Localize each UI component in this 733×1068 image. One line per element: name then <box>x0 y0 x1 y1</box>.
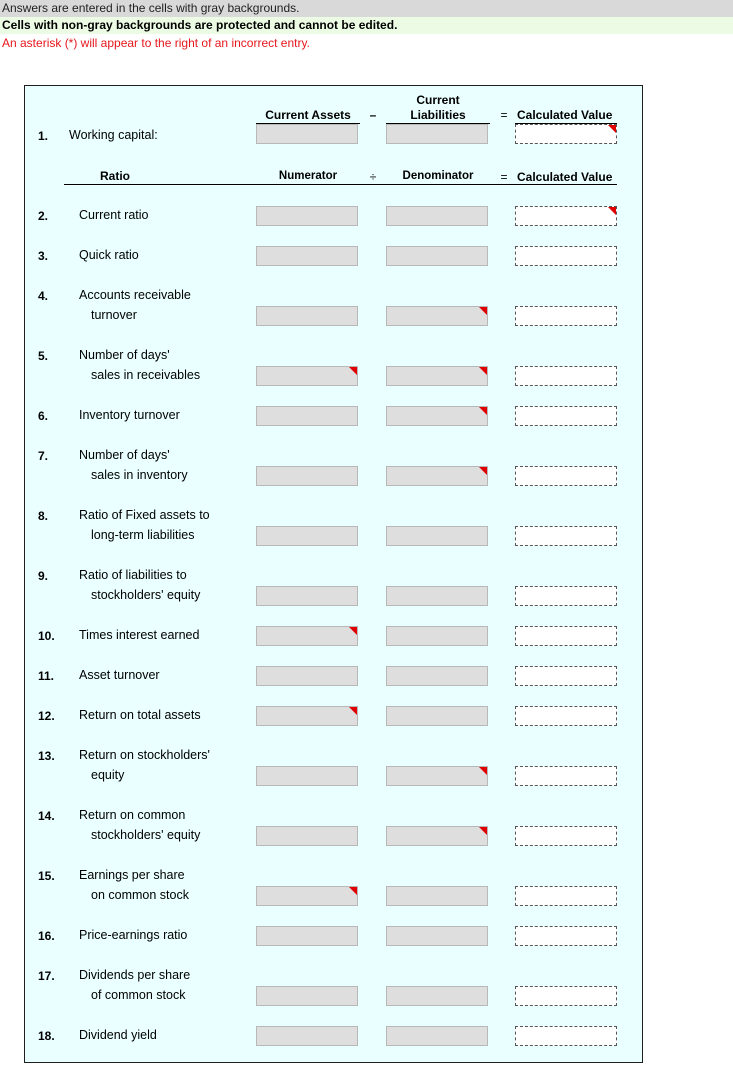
divide-sign: ÷ <box>369 170 377 184</box>
calculated-value-header: Calculated Value <box>517 170 613 184</box>
denominator-input[interactable] <box>386 886 488 906</box>
numerator-input[interactable] <box>256 466 358 486</box>
ratio-label-continued: equity <box>91 768 125 782</box>
ratio-label-continued: turnover <box>91 308 137 322</box>
ratio-label: Return on stockholders' <box>79 748 210 762</box>
ratio-label: Dividends per share <box>79 968 191 982</box>
ratio-label-continued: sales in receivables <box>91 368 201 382</box>
calculated-value <box>515 766 617 786</box>
ratio-label: Accounts receivable <box>79 288 191 302</box>
current-assets-header: Current Assets <box>265 108 351 122</box>
calculated-value-header: Calculated Value <box>517 108 613 122</box>
numerator-input[interactable] <box>256 406 358 426</box>
ratio-label-continued: stockholders' equity <box>91 588 201 602</box>
row-number: 13. <box>38 749 55 763</box>
row-number: 9. <box>38 569 49 583</box>
denominator-input[interactable] <box>386 206 488 226</box>
denominator-input[interactable] <box>386 246 488 266</box>
numerator-input[interactable] <box>256 306 358 326</box>
row-number: 18. <box>38 1029 55 1043</box>
ratio-label-continued: stockholders' equity <box>91 828 201 842</box>
denominator-input[interactable] <box>386 366 488 386</box>
current-liabilities-input[interactable] <box>386 124 488 144</box>
comment-flag-icon <box>349 367 357 375</box>
denominator-input[interactable] <box>386 1026 488 1046</box>
calculated-value <box>515 526 617 546</box>
calculated-value <box>515 586 617 606</box>
calculated-value <box>515 406 617 426</box>
calculated-value <box>515 666 617 686</box>
numerator-input[interactable] <box>256 886 358 906</box>
numerator-input[interactable] <box>256 706 358 726</box>
ratio-label-continued: long-term liabilities <box>91 528 195 542</box>
calculated-value <box>515 626 617 646</box>
current-liabilities-header-line2: Liabilities <box>410 108 466 122</box>
ratio-label: Times interest earned <box>79 628 200 642</box>
notice-asterisk: An asterisk (*) will appear to the right of an incorrect entry. <box>0 34 733 53</box>
calculated-value <box>515 926 617 946</box>
denominator-input[interactable] <box>386 826 488 846</box>
row-number: 14. <box>38 809 55 823</box>
row-number: 8. <box>38 509 49 523</box>
header-underline <box>64 184 617 185</box>
numerator-input[interactable] <box>256 986 358 1006</box>
minus-sign: – <box>369 108 377 122</box>
numerator-input[interactable] <box>256 766 358 786</box>
row-number: 16. <box>38 929 55 943</box>
row-number: 15. <box>38 869 55 883</box>
numerator-input[interactable] <box>256 526 358 546</box>
numerator-input[interactable] <box>256 666 358 686</box>
row-number: 4. <box>38 289 49 303</box>
ratio-label-continued: on common stock <box>91 888 189 902</box>
ratio-header: Ratio <box>100 169 130 183</box>
calculated-value <box>515 366 617 386</box>
denominator-input[interactable] <box>386 706 488 726</box>
row-number: 11. <box>38 669 55 683</box>
calculated-value <box>515 1026 617 1046</box>
numerator-input[interactable] <box>256 926 358 946</box>
calculated-value <box>515 306 617 326</box>
denominator-input[interactable] <box>386 406 488 426</box>
comment-flag-icon <box>479 827 487 835</box>
ratio-label: Ratio of Fixed assets to <box>79 508 210 522</box>
row-number: 10. <box>38 629 55 643</box>
ratio-label: Number of days' <box>79 348 170 362</box>
comment-flag-icon <box>479 467 487 475</box>
numerator-input[interactable] <box>256 586 358 606</box>
ratio-label: Dividend yield <box>79 1028 157 1042</box>
calculated-value <box>515 986 617 1006</box>
row-number: 5. <box>38 349 49 363</box>
row-number: 3. <box>38 249 49 263</box>
calculated-value <box>515 466 617 486</box>
numerator-input[interactable] <box>256 626 358 646</box>
denominator-input[interactable] <box>386 766 488 786</box>
ratio-label: Ratio of liabilities to <box>79 568 187 582</box>
notice-gray-cells: Answers are entered in the cells with gray backgrounds. <box>0 0 733 17</box>
ratio-label: Number of days' <box>79 448 170 462</box>
comment-flag-icon <box>608 125 616 133</box>
working-capital-calculated-value <box>515 124 617 144</box>
denominator-input[interactable] <box>386 526 488 546</box>
numerator-input[interactable] <box>256 826 358 846</box>
denominator-header: Denominator <box>402 170 474 182</box>
calculated-value <box>515 246 617 266</box>
working-capital-label: Working capital: <box>69 128 158 142</box>
notice-protected-cells: Cells with non-gray backgrounds are protected and cannot be edited. <box>0 17 733 34</box>
comment-flag-icon <box>349 627 357 635</box>
comment-flag-icon <box>349 887 357 895</box>
calculated-value <box>515 826 617 846</box>
denominator-input[interactable] <box>386 306 488 326</box>
numerator-input[interactable] <box>256 246 358 266</box>
row-number: 2. <box>38 209 49 223</box>
row-number: 17. <box>38 969 55 983</box>
row-number: 12. <box>38 709 55 723</box>
ratio-label: Return on common <box>79 808 186 822</box>
equals-sign: = <box>500 170 508 184</box>
comment-flag-icon <box>608 207 616 215</box>
comment-flag-icon <box>479 307 487 315</box>
comment-flag-icon <box>349 707 357 715</box>
ratio-label: Current ratio <box>79 208 149 222</box>
row-number: 7. <box>38 449 49 463</box>
current-liabilities-header-line1: Current <box>416 93 460 107</box>
calculated-value <box>515 886 617 906</box>
denominator-input[interactable] <box>386 466 488 486</box>
ratio-label: Price-earnings ratio <box>79 928 188 942</box>
ratio-label: Earnings per share <box>79 868 185 882</box>
ratio-label: Asset turnover <box>79 668 160 682</box>
numerator-header: Numerator <box>278 170 338 182</box>
ratio-label-continued: of common stock <box>91 988 186 1002</box>
denominator-input[interactable] <box>386 986 488 1006</box>
equals-sign: = <box>500 108 508 122</box>
row-number: 6. <box>38 409 49 423</box>
row-number: 1. <box>38 129 49 143</box>
current-assets-input[interactable] <box>256 124 358 144</box>
ratio-label: Inventory turnover <box>79 408 180 422</box>
comment-flag-icon <box>479 767 487 775</box>
denominator-input[interactable] <box>386 926 488 946</box>
denominator-input[interactable] <box>386 586 488 606</box>
comment-flag-icon <box>479 407 487 415</box>
denominator-input[interactable] <box>386 626 488 646</box>
numerator-input[interactable] <box>256 366 358 386</box>
comment-flag-icon <box>479 367 487 375</box>
numerator-input[interactable] <box>256 1026 358 1046</box>
denominator-input[interactable] <box>386 666 488 686</box>
ratio-label-continued: sales in inventory <box>91 468 188 482</box>
calculated-value <box>515 706 617 726</box>
numerator-input[interactable] <box>256 206 358 226</box>
ratio-label: Quick ratio <box>79 248 139 262</box>
calculated-value <box>515 206 617 226</box>
ratio-label: Return on total assets <box>79 708 201 722</box>
